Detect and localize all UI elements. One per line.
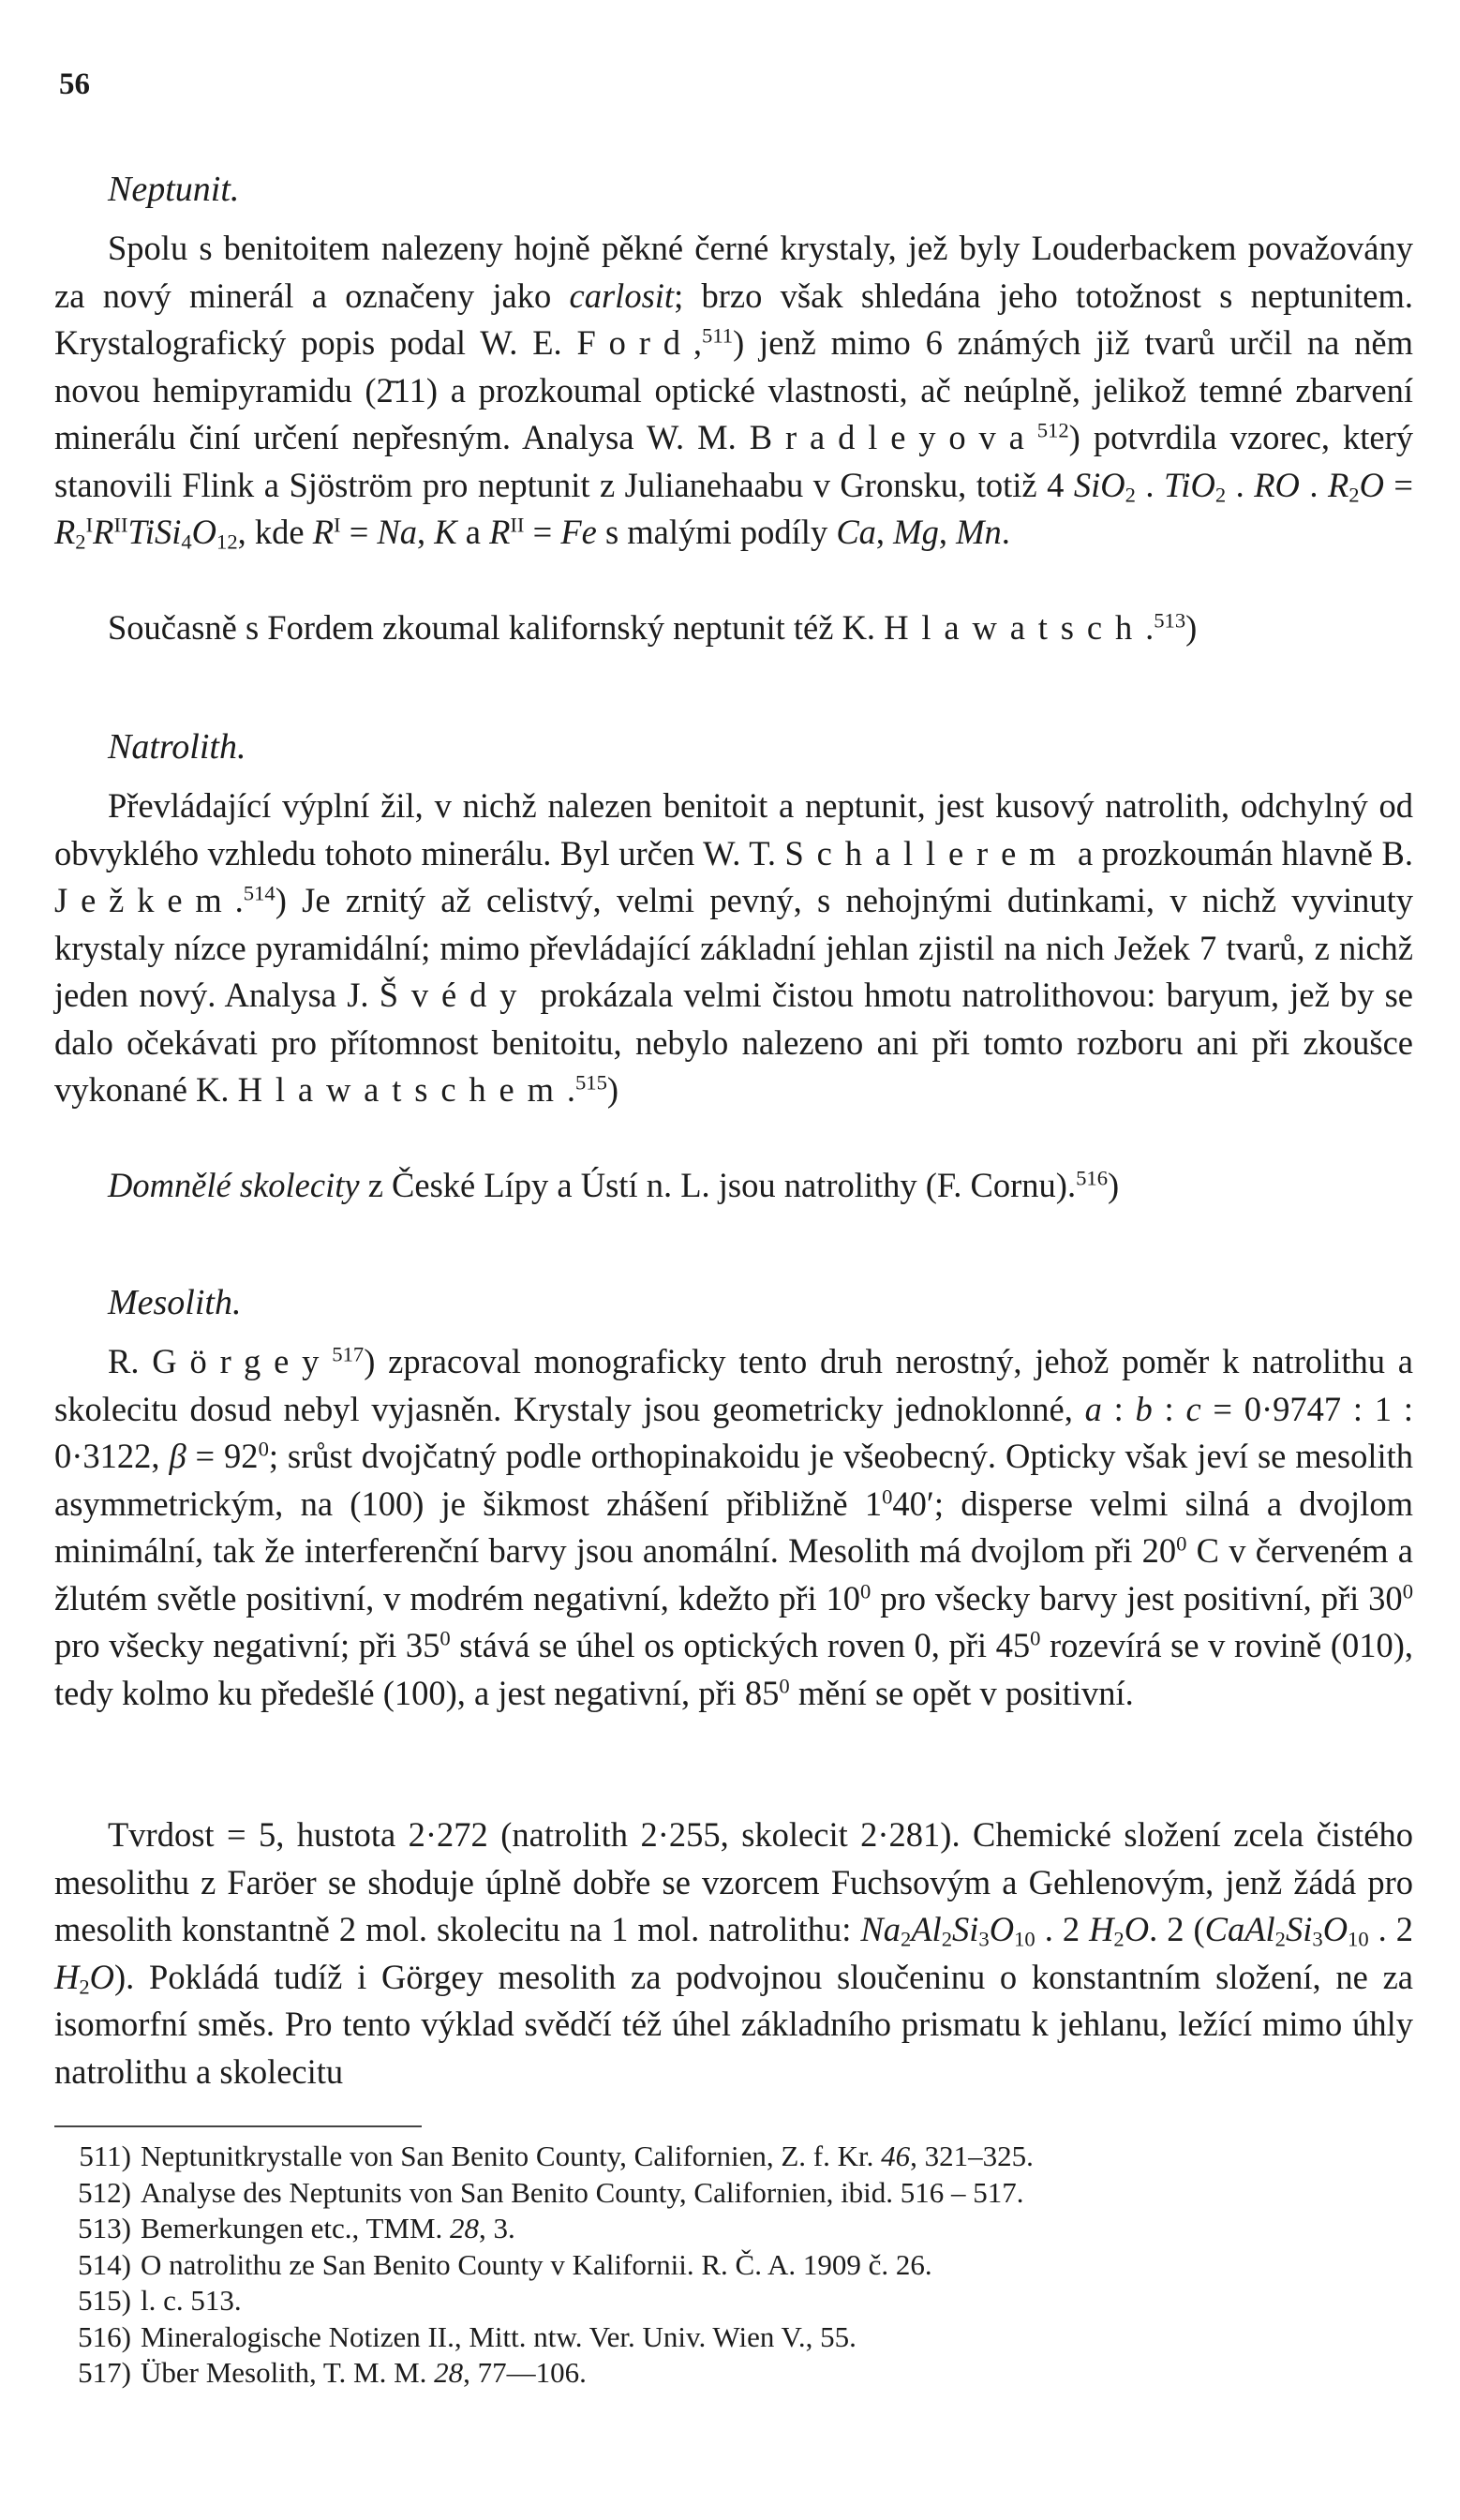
italic-text: a — [1084, 1389, 1102, 1428]
text-run: ; brzo však shledána jeho totožnost s neptunitem. Krystalografický popis podal W. E. — [54, 276, 1413, 362]
superscript: 0 — [860, 1579, 872, 1603]
footnote — [78, 2175, 1415, 2212]
text-run: ). Pokládá tudíž i Görgey mesolith za podvojnou sloučeninu o konstantním složení, ne za isomorfní směs. Pro tento výklad svědčí též úhel základního prismatu k jehlanu, ležící mimo úhly natrolithu a skolecitu — [54, 1957, 1413, 2091]
text-run: . — [1135, 465, 1165, 504]
footnote-text: Über Mesolith, T. M. M. — [141, 2356, 435, 2389]
superscript: 512 — [1036, 418, 1069, 442]
italic-text: Ca — [836, 513, 876, 551]
italic-text: Mn — [956, 513, 1002, 551]
text-run: . — [234, 881, 244, 919]
text-run: pro všecky barvy jest positivní, při 30 — [871, 1578, 1403, 1618]
italic-text: Fe — [560, 513, 597, 551]
text-run: R. — [108, 1342, 153, 1380]
spaced-name: Görgey — [152, 1342, 333, 1380]
text-run: 40′; disperse velmi silná a dvojlom minimální, tak že interferenční barvy jsou anomální. Mesolith má dvojlom při 20 — [54, 1484, 1413, 1570]
footnote — [78, 2211, 1415, 2247]
subscript: 2 — [75, 529, 86, 554]
italic-text: H — [54, 1957, 80, 1996]
footnote — [78, 2283, 1415, 2319]
paragraph — [54, 1812, 1413, 2095]
superscript: 513 — [1154, 608, 1186, 633]
footnote-volume: 28 — [450, 2212, 480, 2244]
spaced-name: Bradleyova — [749, 418, 1037, 456]
superscript: 0 — [1402, 1579, 1413, 1603]
text-run: . 2 — [1035, 1910, 1090, 1948]
italic-text: R — [489, 513, 511, 551]
spaced-name: Švédy — [379, 976, 530, 1014]
spaced-name: Schallerem — [784, 833, 1069, 872]
footnote-pages: , 77—106. — [463, 2356, 587, 2389]
footnotes — [78, 2139, 1415, 2392]
paragraph — [54, 1338, 1413, 1717]
footnote-text: l. c. 513. — [141, 2284, 242, 2317]
footnote-mark: 515) — [78, 2284, 131, 2317]
page-number: 56 — [59, 67, 90, 101]
superscript: II — [113, 513, 128, 537]
superscript: 0 — [779, 1674, 790, 1698]
paragraph — [54, 783, 1413, 1114]
text-run: . — [1145, 608, 1155, 647]
subscript: 2 — [941, 1927, 953, 1951]
footnote-pages: , 321–325. — [910, 2140, 1034, 2172]
superscript: 517 — [332, 1342, 365, 1366]
subscript: 4 — [181, 529, 192, 554]
footnote — [79, 2139, 1415, 2175]
superscript: 516 — [1076, 1166, 1109, 1190]
text-run: , — [875, 513, 894, 551]
text-run: ) jenž mimo 6 známých již tvarů určil na něm novou hemipyramidu (2̄11) a prozkoumal optické vlastnosti, ač neúplně, jelikož temné zbarvení minerálu činí určení nepřesným. Analysa W. M. — [54, 323, 1413, 456]
text-run: ; srůst dvojčatný podle orthopinakoidu je všeobecný. Opticky však jeví se mesolith asymmetrickým, na (100) je šikmost zhášení přibližně 1 — [54, 1437, 1413, 1523]
italic-text: K — [434, 513, 457, 551]
subscript: 2 — [1125, 483, 1136, 507]
text-run: , kde — [237, 513, 313, 551]
footnote-text: O natrolithu ze San Benito County v Kalifornii. R. Č. A. 1909 č. 26. — [141, 2247, 932, 2281]
subscript: 2 — [79, 1975, 90, 1999]
text-run: , — [693, 323, 702, 362]
spaced-name: Ježkem — [54, 881, 235, 919]
italic-text: Domnělé skolecity — [108, 1166, 360, 1204]
subscript: 2 — [1274, 1927, 1286, 1951]
italic-text: R — [93, 513, 114, 551]
text-run: Převládající výplní žil, v nichž nalezen benitoit a neptunit, jest kusový natrolith, odchylný od obvyklého vzhledu tohoto minerálu. Byl určen W. T. — [54, 786, 1413, 872]
text-run: ) zpracoval monograficky tento druh nerostný, jehož poměr k natrolithu a skolecitu dosud nebyl vyjasněn. Krystaly jsou geometricky jednoklonné, — [54, 1342, 1413, 1428]
footnote-mark: 511) — [79, 2140, 131, 2172]
superscript: 0 — [1176, 1531, 1187, 1556]
italic-text: R — [1327, 465, 1349, 504]
subscript: 10 — [1014, 1927, 1035, 1951]
text-run: prokázala velmi čistou hmotu natrolithovou: baryum, jež by se dalo očekávati pro přítomnost benitoitu, nebylo nalezeno ani při tomto rozboru ani při zkoušce vykonané K. — [54, 976, 1413, 1109]
text-run: ) — [606, 1070, 619, 1109]
superscript: 0 — [439, 1626, 451, 1650]
subscript: 2 — [1214, 483, 1227, 507]
subscript: 12 — [216, 529, 238, 554]
superscript: 0 — [882, 1484, 893, 1509]
section-heading-neptunit: Neptunit. — [108, 170, 240, 209]
text-run: = — [340, 513, 378, 551]
text-run: . 2 ( — [1149, 1910, 1205, 1948]
text-run: . — [1226, 465, 1255, 504]
text-run: ) — [1185, 608, 1198, 647]
spaced-name: Hlawatschem — [237, 1070, 567, 1109]
text-run: , — [417, 513, 435, 551]
italic-text: O — [989, 1910, 1015, 1948]
subscript: 2 — [900, 1927, 912, 1951]
footnote-volume: 28 — [434, 2356, 464, 2389]
text-run: ) — [1108, 1166, 1120, 1204]
text-run: Spolu s benitoitem nalezeny hojně pěkné černé krystaly, jež byly Louderbackem považovány za nový minerál a označeny jako — [54, 229, 1413, 315]
italic-text: H — [1089, 1910, 1114, 1948]
footnote-mark: 513) — [78, 2212, 131, 2244]
superscript: 0 — [258, 1437, 269, 1461]
subscript: 3 — [1312, 1927, 1323, 1951]
footnote-mark: 514) — [78, 2247, 131, 2281]
superscript: 511 — [702, 323, 734, 348]
italic-text: Si — [1285, 1910, 1313, 1948]
footnote — [78, 2247, 1415, 2284]
italic-text: Na — [377, 513, 418, 551]
footnote-mark: 516) — [78, 2319, 131, 2353]
italic-text: TiO — [1164, 465, 1215, 504]
italic-text: O — [1322, 1910, 1348, 1948]
spaced-name: Ford — [576, 323, 693, 362]
footnote-pages: , 3. — [479, 2212, 515, 2244]
italic-text: R — [54, 513, 76, 551]
superscript: I — [85, 513, 94, 537]
text-run: . — [1299, 465, 1328, 504]
footnote-text: Analyse des Neptunits von San Benito County, Californien, ibid. 516 – 517. — [141, 2175, 1024, 2209]
footnote-mark: 512) — [78, 2175, 131, 2209]
footnote-mark: 517) — [78, 2356, 131, 2389]
superscript: I — [334, 513, 341, 537]
italic-text: RO — [1254, 465, 1300, 504]
paragraph — [54, 604, 1413, 652]
italic-text: b — [1135, 1389, 1153, 1428]
italic-text: c — [1185, 1389, 1201, 1428]
subscript: 10 — [1348, 1927, 1369, 1951]
text-run: s malými podíly — [596, 513, 837, 551]
italic-text: Al — [911, 1910, 942, 1948]
text-run: . — [566, 1070, 575, 1109]
superscript: II — [510, 513, 525, 537]
spaced-name: Hlawatsch — [884, 608, 1146, 647]
text-run: : — [1152, 1389, 1186, 1428]
text-run: pro všecky negativní; při 35 — [54, 1626, 440, 1664]
subscript: 3 — [978, 1927, 990, 1951]
text-run: C v červeném a žlutém světle positivní, v modrém negativní, kdežto při 10 — [54, 1531, 1413, 1618]
text-run: a prozkoumán hlavně B. — [1068, 833, 1413, 872]
text-run: = — [524, 513, 561, 551]
italic-text: Si — [952, 1910, 979, 1948]
footnote-volume: 46 — [881, 2140, 911, 2172]
footnote-text: Neptunitkrystalle von San Benito County, Californien, Z. f. Kr. — [141, 2140, 882, 2172]
italic-text: O — [89, 1957, 115, 1996]
italic-text: β — [169, 1437, 186, 1475]
italic-text: R — [312, 513, 335, 551]
superscript: 0 — [1030, 1626, 1041, 1650]
text-run: stává se úhel os optických roven 0, při 45 — [450, 1626, 1031, 1664]
paragraph — [54, 225, 1413, 557]
paragraph — [54, 1162, 1413, 1210]
italic-text: CaAl — [1204, 1910, 1275, 1948]
italic-text: O — [191, 513, 217, 551]
italic-text: O — [1359, 465, 1384, 504]
italic-text: TiSi — [127, 513, 182, 551]
text-run: . 2 — [1368, 1910, 1414, 1948]
text-run: rozevírá se v rovině (010), tedy kolmo ku předešlé (100), a jest negativní, při 85 — [54, 1626, 1414, 1712]
superscript: 514 — [243, 881, 276, 905]
footnote-text: Mineralogische Notizen II., Mitt. ntw. Ver. Univ. Wien V., 55. — [141, 2319, 857, 2353]
text-run: Tvrdost = 5, hustota 2·272 (natrolith 2·255, skolecit 2·281). Chemické složení zcela čistého mesolithu z Faröer se shoduje úplně dobře se vzorcem Fuchsovým a Gehlenovým, jenž žádá pro mesolith konstantně 2 mol. skolecitu na 1 mol. natrolithu: — [54, 1815, 1413, 1948]
text-run: ) potvrdila vzorec, který stanovili Flink a Sjöström pro neptunit z Julianehaabu v Gronsku, totiž 4 — [54, 418, 1414, 504]
text-run: Současně s Fordem zkoumal kalifornský neptunit též K. — [108, 608, 885, 647]
text-run: , — [938, 513, 957, 551]
italic-text: Mg — [893, 513, 939, 551]
footnote — [78, 2355, 1415, 2392]
italic-text: O — [1124, 1910, 1150, 1948]
section-heading-mesolith: Mesolith. — [108, 1283, 242, 1322]
superscript: 515 — [574, 1070, 607, 1095]
italic-text: Na — [860, 1910, 901, 1948]
italic-text: carlosit — [569, 276, 675, 315]
text-run: ) Je zrnitý až celistvý, velmi pevný, s nehojnými dutinkami, v nichž vyvinuty krystaly nízce pyramidální; mimo převládající základní jehlan zjistil na nich Ježek 7 tvarů, z nichž jeden nový. Analysa J. — [54, 881, 1413, 1014]
text-run: = 92 — [186, 1437, 259, 1475]
text-run: : — [1101, 1389, 1136, 1428]
text-run: = — [1383, 465, 1414, 504]
text-run: a — [456, 513, 490, 551]
subscript: 2 — [1348, 483, 1360, 507]
subscript: 2 — [1113, 1927, 1125, 1951]
italic-text: SiO — [1073, 465, 1125, 504]
footnote — [78, 2319, 1415, 2356]
text-run: . — [1001, 513, 1010, 551]
text-run: mění se opět v positivní. — [789, 1673, 1134, 1712]
section-heading-natrolith: Natrolith. — [108, 727, 246, 767]
text-run: = 0·9747 : 1 : 0·3122, — [54, 1389, 1413, 1475]
footnote-divider — [54, 2125, 422, 2127]
text-run: z České Lípy a Ústí n. L. jsou natrolithy (F. Cornu). — [359, 1166, 1077, 1204]
footnote-text: Bemerkungen etc., TMM. — [141, 2212, 451, 2244]
